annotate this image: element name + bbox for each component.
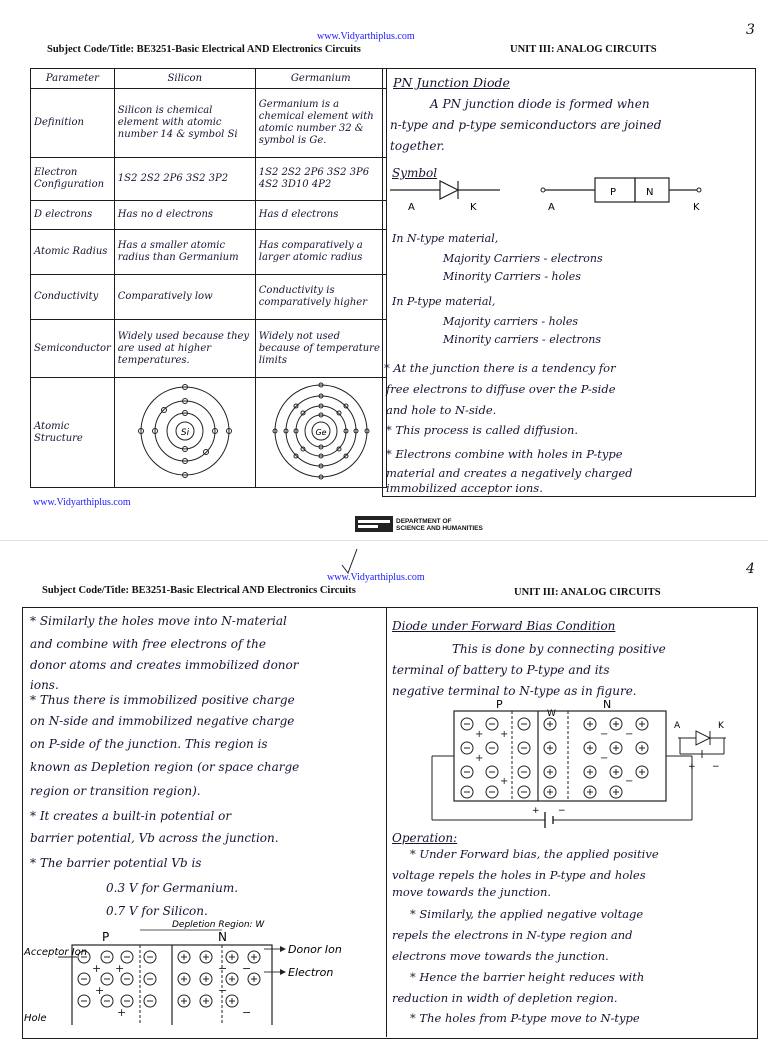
- header-parameter: Parameter: [31, 69, 115, 89]
- left-text-line: * Similarly the holes move into N-material: [30, 614, 287, 628]
- forward-bias-diagram: [420, 696, 740, 831]
- svg-text:+: +: [117, 1006, 127, 1019]
- operation-title: Operation:: [392, 831, 458, 845]
- donor-ion-label: Donor Ion: [288, 943, 342, 956]
- junction-line: material and creates a negatively charged: [386, 466, 633, 480]
- silicon-atom-cell: [114, 378, 255, 488]
- row-germanium: 1S2 2S2 2P6 3S2 3P6 4S2 3D10 4P2: [255, 158, 386, 201]
- page-number: 4: [746, 561, 755, 577]
- row-silicon: Widely used because they are used at higher temperatures.: [114, 320, 255, 378]
- svg-text:−: −: [625, 776, 634, 787]
- left-text-line: and combine with free electrons of the: [30, 637, 266, 651]
- electron-label: Electron: [288, 966, 334, 979]
- silicon-nucleus-label: Si: [180, 427, 189, 438]
- row-germanium: Germanium is a chemical element with atomic number 32 & symbol is Ge.: [255, 89, 386, 158]
- left-text-line: * It creates a built-in potential or: [30, 809, 232, 823]
- fb-cathode-label: K: [718, 721, 724, 731]
- svg-text:+: +: [115, 962, 125, 975]
- operation-line: reduction in width of depletion region.: [392, 991, 618, 1005]
- left-text-line: on N-side and immobilized negative charge: [30, 714, 295, 728]
- silicon-atom-diagram: [115, 379, 255, 483]
- row-germanium: Has d electrons: [255, 201, 386, 230]
- svg-text:−: −: [242, 1006, 252, 1019]
- watermark-url-top[interactable]: www.Vidyarthiplus.com: [317, 31, 415, 42]
- para-line: together.: [390, 139, 445, 153]
- left-text-line: on P-side of the junction. This region is: [30, 737, 268, 751]
- right-para-line: negative terminal to N-type as in figure.: [392, 684, 637, 698]
- para-line: n-type and p-type semiconductors are joined: [390, 118, 662, 132]
- svg-text:−: −: [625, 729, 634, 740]
- junction-line: immobilized acceptor ions.: [386, 481, 543, 495]
- table-row: [31, 378, 387, 488]
- row-param: Semiconductor: [31, 320, 115, 378]
- forward-bias-title: Diode under Forward Bias Condition: [392, 619, 616, 633]
- row-germanium: Conductivity is comparatively higher: [255, 275, 386, 320]
- left-text-line: ions.: [30, 678, 59, 692]
- left-text-line: 0.3 V for Germanium.: [106, 881, 239, 895]
- page-number: 3: [746, 22, 755, 38]
- depletion-region-label: Depletion Region: W: [172, 920, 265, 930]
- right-para-line: terminal of battery to P-type and its: [392, 663, 610, 677]
- header-germanium: Germanium: [255, 69, 386, 89]
- row-silicon: Has a smaller atomic radius than Germanium: [114, 230, 255, 275]
- operation-line: * Hence the barrier height reduces with: [410, 970, 645, 984]
- fb-w-label: W: [547, 709, 556, 719]
- row-param: Definition: [31, 89, 115, 158]
- p-type-line: Minority carriers - electrons: [443, 333, 602, 346]
- symbol-anode-label: A: [408, 202, 415, 213]
- acceptor-ion-label: Acceptor Ion: [24, 947, 88, 958]
- hole-label: Hole: [24, 1013, 47, 1024]
- page-4: [0, 540, 768, 1025]
- svg-text:+: +: [532, 806, 540, 816]
- table-row: [31, 158, 387, 201]
- junction-line: * This process is called diffusion.: [386, 423, 579, 437]
- header-silicon: Silicon: [114, 69, 255, 89]
- left-text-line: * The barrier potential Vb is: [30, 856, 202, 870]
- watermark-url-top[interactable]: www.Vidyarthiplus.com: [327, 572, 425, 583]
- department-line: SCIENCE AND HUMANITIES: [396, 525, 483, 532]
- junction-line: and hole to N-side.: [386, 403, 497, 417]
- svg-text:+: +: [500, 776, 509, 787]
- svg-text:−: −: [218, 984, 228, 997]
- n-type-line: Minority Carriers - holes: [443, 270, 581, 283]
- row-silicon: 1S2 2S2 2P6 3S2 3P2: [114, 158, 255, 201]
- row-param: Atomic Structure: [31, 378, 115, 488]
- section-title-pn-junction: PN Junction Diode: [393, 75, 510, 90]
- p-type-line: Majority carriers - holes: [443, 315, 579, 328]
- left-text-line: known as Depletion region (or space charge: [30, 760, 300, 774]
- svg-text:+: +: [688, 762, 696, 772]
- row-silicon: Has no d electrons: [114, 201, 255, 230]
- svg-text:−: −: [242, 962, 252, 975]
- comparison-table: [30, 68, 387, 488]
- left-text-line: donor atoms and creates immobilized donor: [30, 658, 299, 672]
- svg-text:+: +: [500, 729, 509, 740]
- germanium-atom-diagram: [256, 379, 386, 483]
- operation-line: electrons move towards the junction.: [392, 949, 609, 963]
- svg-text:−: −: [558, 806, 566, 816]
- right-para-line: This is done by connecting positive: [452, 642, 666, 656]
- box-n-label: N: [646, 187, 654, 198]
- para-line: A PN junction diode is formed when: [430, 97, 650, 111]
- svg-text:−: −: [712, 762, 720, 772]
- row-silicon: Comparatively low: [114, 275, 255, 320]
- depletion-region-diagram: [22, 917, 386, 1025]
- unit-title: UNIT III: ANALOG CIRCUITS: [514, 587, 661, 598]
- row-germanium: Widely not used because of temperature limits: [255, 320, 386, 378]
- column-divider: [386, 607, 387, 1037]
- operation-line: * Similarly, the applied negative voltage: [410, 907, 644, 921]
- left-text-line: barrier potential, Vb across the junction.: [30, 831, 279, 845]
- fb-n-label: N: [603, 698, 612, 711]
- watermark-url-bottom[interactable]: www.Vidyarthiplus.com: [33, 497, 131, 508]
- department-name: [396, 518, 483, 532]
- row-silicon: Silicon is chemical element with atomic number 14 & symbol Si: [114, 89, 255, 158]
- table-row: [31, 201, 387, 230]
- row-param: D electrons: [31, 201, 115, 230]
- diagram-n-label: N: [218, 930, 227, 944]
- subject-title: Subject Code/Title: BE3251-Basic Electrical AND Electronics Circuits: [47, 44, 361, 55]
- table-row: [31, 89, 387, 158]
- operation-line: repels the electrons in N-type region and: [392, 928, 633, 942]
- row-param: Atomic Radius: [31, 230, 115, 275]
- table-row: [31, 320, 387, 378]
- diagram-p-label: P: [102, 930, 110, 944]
- symbol-cathode-label: K: [470, 202, 477, 213]
- junction-line: * Electrons combine with holes in P-type: [386, 447, 623, 461]
- row-germanium: Has comparatively a larger atomic radius: [255, 230, 386, 275]
- row-param: Electron Configuration: [31, 158, 115, 201]
- subject-title: Subject Code/Title: BE3251-Basic Electrical AND Electronics Circuits: [42, 585, 356, 596]
- left-text-line: * Thus there is immobilized positive charge: [30, 693, 295, 707]
- germanium-atom-cell: [255, 378, 386, 488]
- department-line: DEPARTMENT OF: [396, 518, 452, 525]
- n-type-line: In N-type material,: [392, 232, 499, 245]
- table-row: [31, 275, 387, 320]
- svg-text:+: +: [475, 729, 484, 740]
- fb-p-label: P: [496, 698, 503, 711]
- operation-line: * Under Forward bias, the applied positive: [410, 847, 659, 861]
- row-param: Conductivity: [31, 275, 115, 320]
- operation-line: * The holes from P-type move to N-type: [410, 1011, 640, 1025]
- box-cathode-label: K: [693, 202, 700, 213]
- junction-line: free electrons to diffuse over the P-side: [386, 382, 616, 396]
- box-p-label: P: [610, 187, 617, 198]
- svg-text:−: −: [600, 753, 609, 764]
- operation-line: move towards the junction.: [392, 885, 552, 899]
- fb-anode-label: A: [674, 721, 681, 731]
- svg-text:+: +: [95, 984, 105, 997]
- n-type-line: Majority Carriers - electrons: [443, 252, 603, 265]
- svg-text:+: +: [92, 962, 102, 975]
- germanium-nucleus-label: Ge: [315, 427, 327, 437]
- unit-title: UNIT III: ANALOG CIRCUITS: [510, 44, 657, 55]
- box-anode-label: A: [548, 202, 555, 213]
- operation-line: voltage repels the holes in P-type and holes: [392, 868, 646, 882]
- left-text-line: 0.7 V for Silicon.: [106, 904, 208, 918]
- left-text-line: region or transition region).: [30, 784, 201, 798]
- svg-text:−: −: [218, 962, 228, 975]
- svg-text:+: +: [475, 753, 484, 764]
- symbol-label: Symbol: [392, 166, 438, 180]
- table-row: [31, 230, 387, 275]
- p-type-line: In P-type material,: [392, 295, 496, 308]
- diode-symbol-diagram: [390, 175, 760, 220]
- svg-text:−: −: [600, 729, 609, 740]
- department-logo-icon: [355, 516, 393, 532]
- junction-line: * At the junction there is a tendency for: [384, 361, 616, 375]
